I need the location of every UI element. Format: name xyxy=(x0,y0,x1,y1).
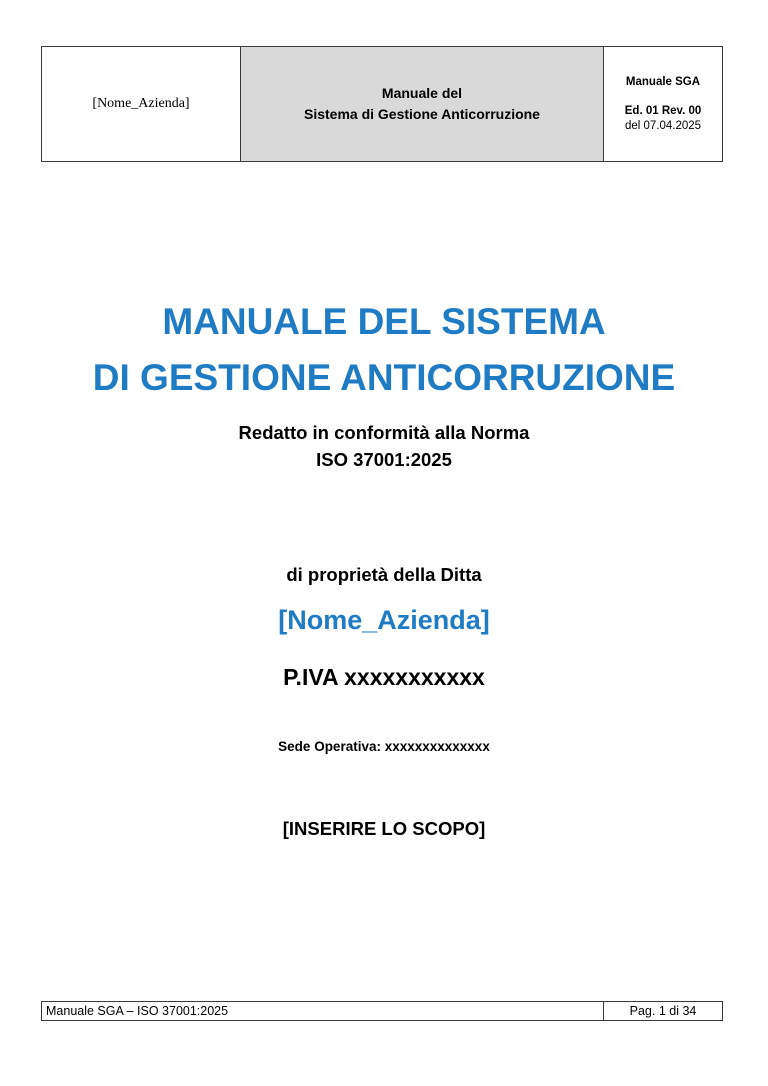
cover-subtitle xyxy=(0,419,768,473)
footer-doc-ref: Manuale SGA – ISO 37001:2025 xyxy=(42,1002,604,1021)
header-title-cell xyxy=(241,47,604,162)
document-footer-table xyxy=(41,1001,723,1021)
cover-subtitle-line2: ISO 37001:2025 xyxy=(316,449,452,470)
header-revision-cell xyxy=(604,47,723,162)
header-edition: Ed. 01 Rev. 00 xyxy=(624,104,702,117)
header-company-name: [Nome_Azienda] xyxy=(92,96,190,111)
document-header-table xyxy=(41,46,723,162)
cover-subtitle-line1: Redatto in conformità alla Norma xyxy=(238,422,530,443)
cover-operating-site: Sede Operativa: xxxxxxxxxxxxxx xyxy=(278,739,490,754)
cover-title xyxy=(0,294,768,406)
cover-title-line2: DI GESTIONE ANTICORRUZIONE xyxy=(92,357,676,398)
cover-vat-number: P.IVA xxxxxxxxxxx xyxy=(283,664,485,690)
header-title-line1: Manuale del xyxy=(381,85,463,101)
header-date: del 07.04.2025 xyxy=(624,119,702,132)
cover-scope: [INSERIRE LO SCOPO] xyxy=(282,818,486,839)
cover-company-name: [Nome_Azienda] xyxy=(278,605,490,635)
header-title-line2: Sistema di Gestione Anticorruzione xyxy=(304,106,540,122)
cover-title-line1: MANUALE DEL SISTEMA xyxy=(162,301,606,342)
footer-page-number: Pag. 1 di 34 xyxy=(604,1002,723,1021)
cover-ownership: di proprietà della Ditta xyxy=(286,564,482,585)
header-doc-code: Manuale SGA xyxy=(625,75,701,88)
header-company-cell xyxy=(42,47,241,162)
